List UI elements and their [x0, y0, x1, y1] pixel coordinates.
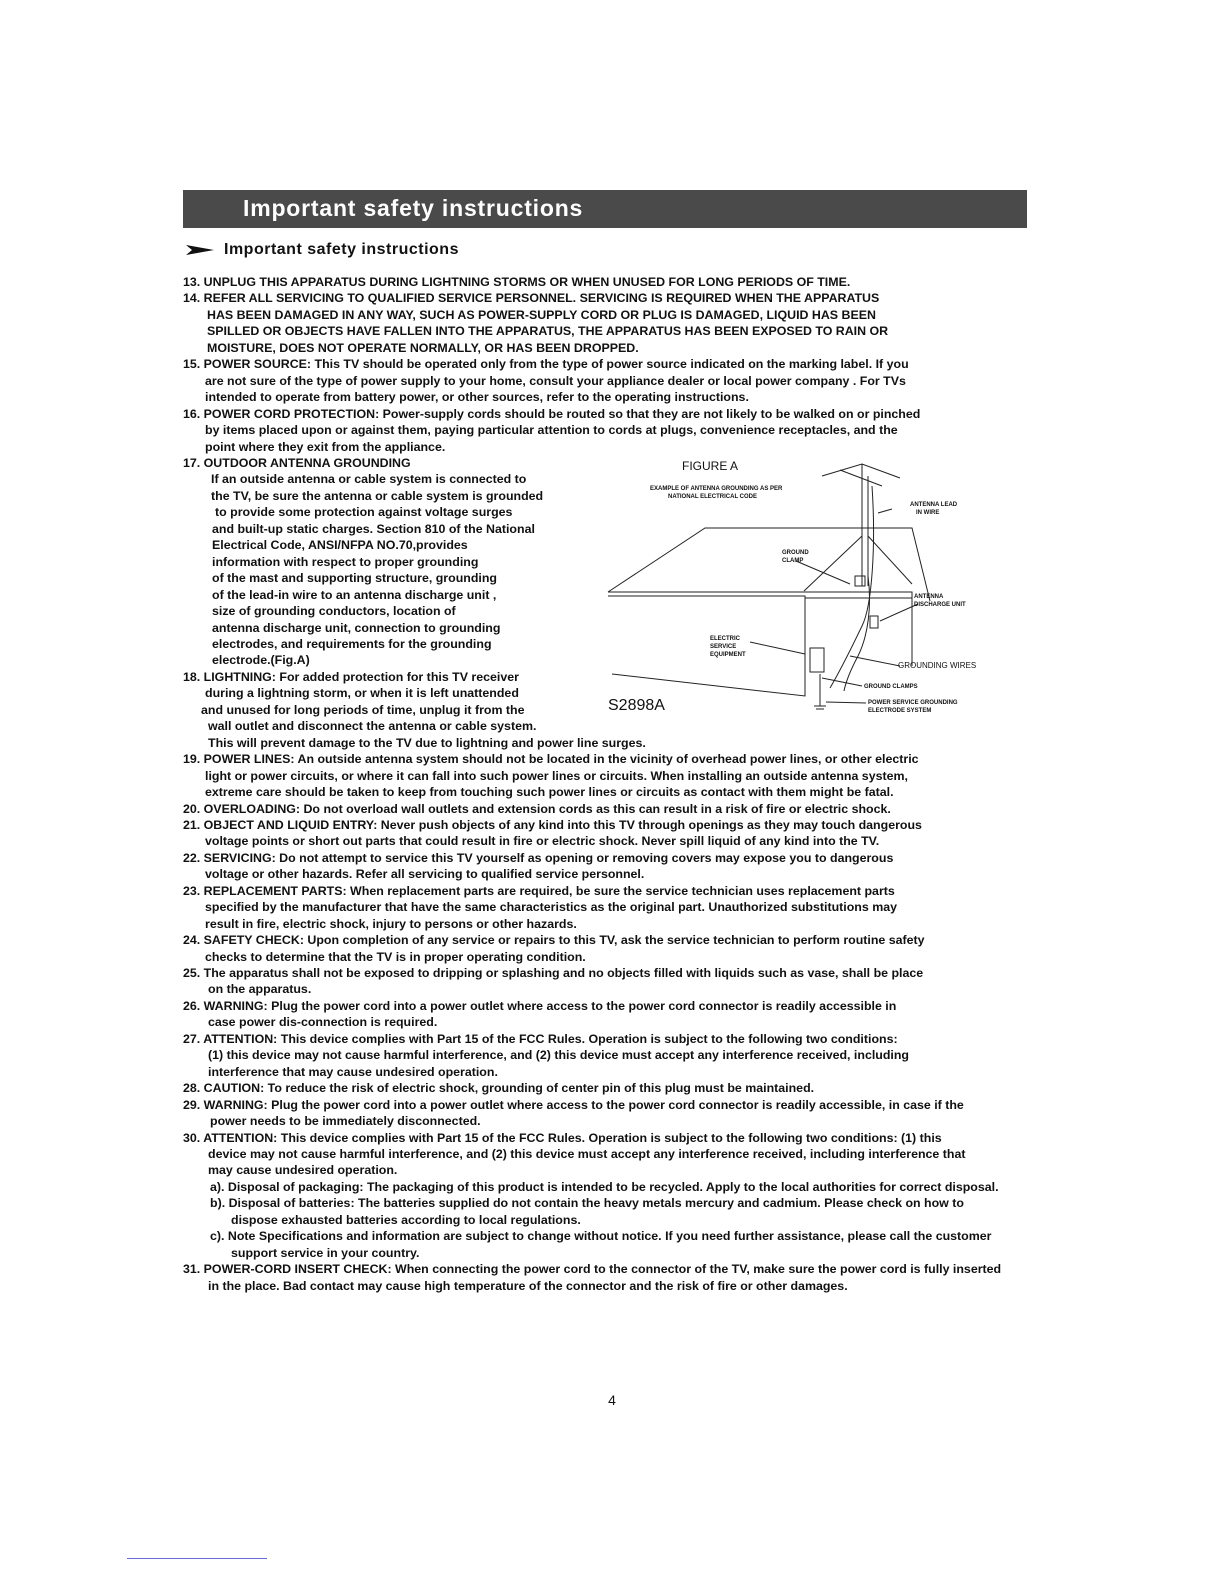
item-30b-line: b). Disposal of batteries: The batteries supplied do not contain the heavy metals mercury and cadmium. Please check on how to — [210, 1196, 964, 1211]
item-17-line: antenna discharge unit, connection to grounding — [212, 620, 501, 635]
item-23-line: 23. REPLACEMENT PARTS: When replacement parts are required, be sure the service technician uses replacement parts — [183, 883, 895, 898]
item-15-line: 15. POWER SOURCE: This TV should be operated only from the type of power source indicated on the marking label. If you — [183, 357, 909, 372]
item-30b-line: dispose exhausted batteries according to local regulations. — [231, 1212, 581, 1227]
footer-rule — [127, 1558, 267, 1559]
item-14-line: 14. REFER ALL SERVICING TO QUALIFIED SERVICE PERSONNEL. SERVICING IS REQUIRED WHEN THE APPARATUS — [183, 291, 880, 306]
section-heading — [186, 241, 459, 259]
lead-in-wire — [830, 486, 874, 688]
label-power-service-1: POWER SERVICE GROUNDING — [868, 700, 958, 706]
page-number: 4 — [608, 1392, 616, 1408]
item-16-line: 16. POWER CORD PROTECTION: Power-supply cords should be routed so that they are not likely to be walked on or pinched — [183, 406, 921, 421]
item-23-line: result in fire, electric shock, injury to persons or other hazards. — [205, 916, 577, 931]
label-discharge-2: DISCHARGE UNIT — [914, 602, 966, 608]
label-discharge-1: ANTENNA — [914, 594, 944, 600]
item-19-line: 19. POWER LINES: An outside antenna system should not be located in the vicinity of overhead power lines, or other electric — [183, 752, 919, 767]
item-25-line: 25. The apparatus shall not be exposed to dripping or splashing and no objects filled with liquids such as vase, shall be place — [183, 966, 924, 981]
label-antenna-lead-1: ANTENNA LEAD — [910, 502, 958, 508]
item-24-line: checks to determine that the TV is in proper operating condition. — [205, 949, 586, 964]
label-electric-3: EQUIPMENT — [710, 652, 746, 658]
item-15-line: are not sure of the type of power supply to your home, consult your appliance dealer or local power company . For TVs — [205, 373, 906, 388]
item-17-line: Electrical Code, ANSI/NFPA NO.70,provides — [212, 538, 468, 553]
item-18-line: This will prevent damage to the TV due to lightning and power line surges. — [208, 735, 646, 750]
item-30c-line: support service in your country. — [231, 1245, 420, 1260]
label-electric-2: SERVICE — [710, 644, 737, 650]
figure-caption-1: EXAMPLE OF ANTENNA GROUNDING AS PER — [650, 486, 783, 492]
item-24-line: 24. SAFETY CHECK: Upon completion of any service or repairs to this TV, ask the service technician to perform routine safety — [183, 933, 925, 948]
item-27-line: 27. ATTENTION: This device complies with Part 15 of the FCC Rules. Operation is subject to the following two conditions: — [183, 1031, 898, 1046]
item-17-line: the TV, be sure the antenna or cable system is grounded — [211, 488, 544, 503]
antenna-element — [822, 464, 900, 486]
item-22-line: 22. SERVICING: Do not attempt to service this TV yourself as opening or removing covers may expose you to dangerous — [183, 850, 894, 865]
item-29-line: power needs to be immediately disconnected. — [210, 1114, 481, 1129]
item-31-line: in the place. Bad contact may cause high temperature of the connector and the risk of fire or other damages. — [208, 1278, 848, 1293]
item-30a: a). Disposal of packaging: The packaging of this product is intended to be recycled. Apply to the local authorities for correct disposal. — [210, 1179, 999, 1194]
title-banner — [183, 190, 1027, 228]
banner-title: Important safety instructions — [243, 195, 584, 221]
item-17-line: electrodes, and requirements for the grounding — [212, 636, 492, 651]
item-30-line: may cause undesired operation. — [208, 1163, 398, 1178]
item-29-line: 29. WARNING: Plug the power cord into a power outlet where access to the power cord connector is readily accessible, in case if the — [183, 1097, 964, 1112]
item-20: 20. OVERLOADING: Do not overload wall outlets and extension cords as this can result in a risk of fire or electric shock. — [183, 801, 891, 816]
item-15-line: intended to operate from battery power, or other sources, refer to the operating instructions. — [205, 390, 749, 405]
item-19-line: light or power circuits, or where it can fall into such power lines or circuits. When installing an outside antenna system, — [205, 768, 908, 783]
item-30-line: 30. ATTENTION: This device complies with Part 15 of the FCC Rules. Operation is subject to the following two conditions: (1) this — [183, 1130, 942, 1145]
item-31-line: 31. POWER-CORD INSERT CHECK: When connecting the power cord to the connector of the TV, make sure the power cord is fully inserted — [183, 1262, 1002, 1277]
item-18-line: and unused for long periods of time, unplug it from the — [201, 702, 525, 717]
item-28: 28. CAUTION: To reduce the risk of electric shock, grounding of center pin of this plug must be maintained. — [183, 1081, 815, 1096]
instructions-list — [183, 274, 1043, 1294]
label-ground-clamp-2: CLAMP — [782, 558, 804, 564]
item-17-line: of the lead-in wire to an antenna discharge unit , — [212, 587, 497, 602]
item-27-line: (1) this device may not cause harmful interference, and (2) this device must accept any interference received, including — [208, 1048, 909, 1063]
item-16-line: point where they exit from the appliance. — [205, 439, 446, 454]
item-18-line: 18. LIGHTNING: For added protection for this TV receiver — [183, 669, 519, 684]
item-17-line: of the mast and supporting structure, grounding — [212, 571, 497, 586]
label-grounding-wires: GROUNDING WIRES — [898, 661, 977, 670]
discharge-unit — [870, 616, 878, 628]
item-27-line: interference that may cause undesired operation. — [208, 1064, 498, 1079]
item-16-line: by items placed upon or against them, paying particular attention to cords at plugs, convenience receptacles, and the — [205, 423, 898, 438]
item-17-line: to provide some protection against voltage surges — [215, 505, 513, 520]
antenna-mast — [862, 476, 868, 586]
label-ground-clamps: GROUND CLAMPS — [864, 684, 918, 690]
figure-title: FIGURE A — [682, 459, 739, 473]
item-14-line: SPILLED OR OBJECTS HAVE FALLEN INTO THE APPARATUS, THE APPARATUS HAS BEEN EXPOSED TO RAIN OR — [207, 324, 889, 339]
arrow-icon — [186, 244, 214, 256]
item-18-line: wall outlet and disconnect the antenna or cable system. — [208, 719, 537, 734]
guy-wires — [804, 536, 912, 591]
item-14-line: MOISTURE, DOES NOT OPERATE NORMALLY, OR HAS BEEN DROPPED. — [207, 340, 639, 355]
item-26-line: case power dis-connection is required. — [208, 1015, 438, 1030]
item-17-line: and built-up static charges. Section 810 of the National — [212, 521, 535, 536]
item-21-line: voltage points or short out parts that could result in fire or electric shock. Never spill liquid of any kind into the TV. — [205, 834, 880, 849]
item-17-line: information with respect to proper grounding — [212, 554, 479, 569]
electric-service-box — [810, 648, 824, 672]
item-25-line: on the apparatus. — [208, 982, 312, 997]
label-power-service-2: ELECTRODE SYSTEM — [868, 708, 932, 714]
label-electric-1: ELECTRIC — [710, 636, 740, 642]
section-title: Important safety instructions — [224, 241, 459, 258]
item-14-line: HAS BEEN DAMAGED IN ANY WAY, SUCH AS POWER-SUPPLY CORD OR PLUG IS DAMAGED, LIQUID HAS BEEN — [207, 307, 876, 322]
figure-caption-2: NATIONAL ELECTRICAL CODE — [668, 494, 758, 500]
item-17-line: If an outside antenna or cable system is connected to — [211, 472, 527, 487]
item-18-line: during a lightning storm, or when it is left unattended — [205, 686, 519, 701]
item-30c-line: c). Note Specifications and information are subject to change without notice. If you need further assistance, please call the customer — [210, 1229, 992, 1244]
item-22-line: voltage or other hazards. Refer all servicing to qualified service personnel. — [205, 867, 645, 882]
house-front — [608, 596, 805, 696]
item-17-line: electrode.(Fig.A) — [212, 653, 310, 668]
item-19-line: extreme care should be taken to keep from touching such power lines or circuits as contact with them might be fatal. — [205, 785, 894, 800]
item-17-line: 17. OUTDOOR ANTENNA GROUNDING — [183, 455, 411, 470]
item-13: 13. UNPLUG THIS APPARATUS DURING LIGHTNING STORMS OR WHEN UNUSED FOR LONG PERIODS OF TIME. — [183, 275, 851, 289]
label-ground-clamp-1: GROUND — [782, 550, 809, 556]
item-17-line: size of grounding conductors, location of — [212, 604, 456, 619]
house-roof — [608, 528, 930, 601]
model-number: S2898A — [608, 697, 665, 714]
item-21-line: 21. OBJECT AND LIQUID ENTRY: Never push objects of any kind into this TV through openings as they may touch dangerous — [183, 817, 922, 832]
item-30-line: device may not cause harmful interference, and (2) this device must accept any interference received, including interference that — [208, 1147, 966, 1162]
item-23-line: specified by the manufacturer that have the same characteristics as the original part. Unauthorized substitutions may — [205, 900, 897, 915]
figure-antenna-grounding — [600, 456, 1020, 726]
item-26-line: 26. WARNING: Plug the power cord into a power outlet where access to the power cord connector is readily accessible in — [183, 998, 897, 1013]
label-antenna-lead-2: IN WIRE — [916, 510, 940, 516]
